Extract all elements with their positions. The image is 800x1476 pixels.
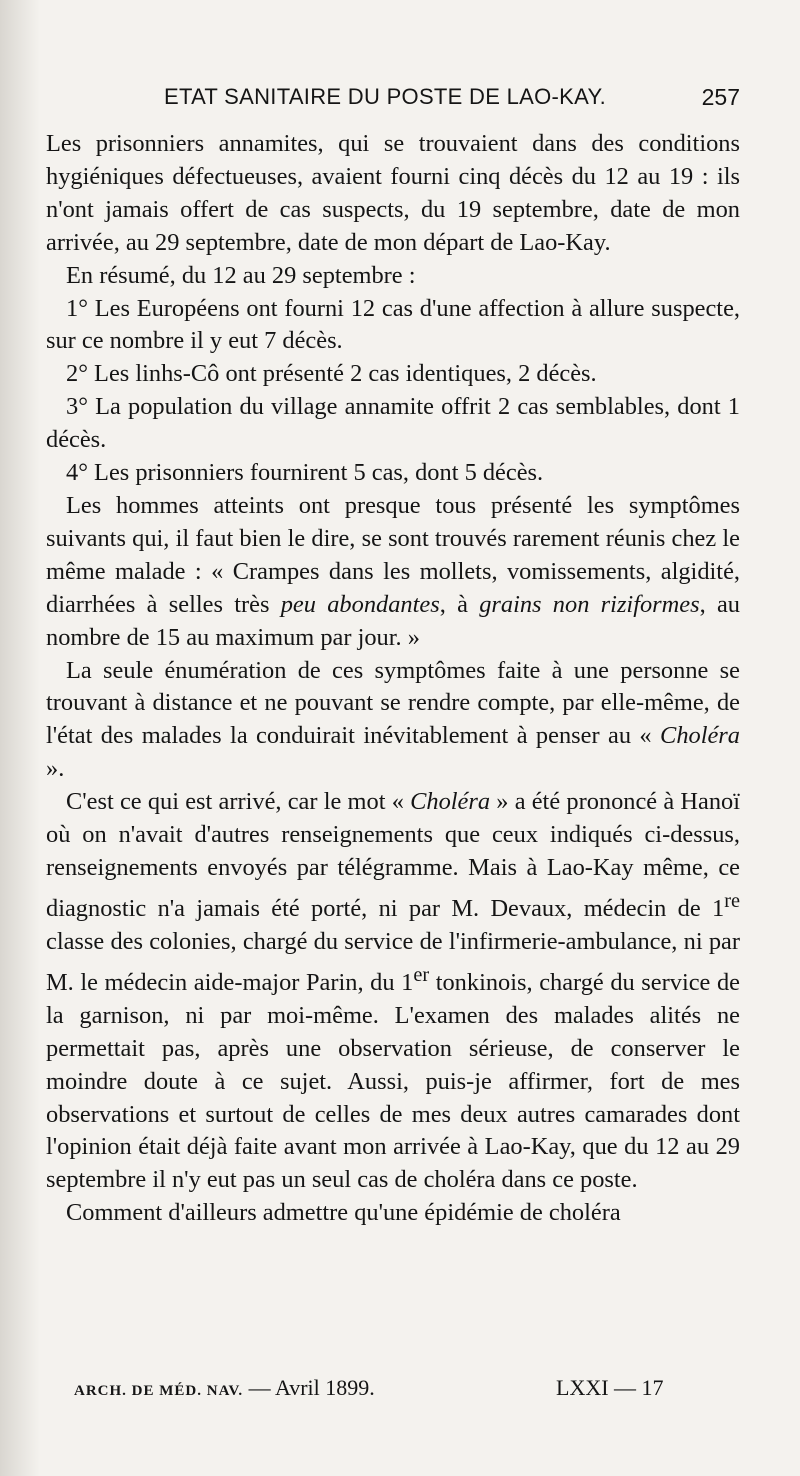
scan-shadow bbox=[0, 0, 40, 1476]
running-header bbox=[46, 84, 740, 114]
journal-abbrev: ARCH. DE MÉD. NAV. bbox=[74, 1383, 244, 1399]
list-item-europeans: 1° Les Européens ont fourni 12 cas d'une affection à allure suspecte, sur ce nombre il y eut 7 décès. bbox=[46, 294, 740, 355]
body-text bbox=[46, 128, 740, 1230]
running-title: ETAT SANITAIRE DU POSTE DE LAO-KAY. bbox=[164, 84, 607, 109]
footer-dash: — bbox=[248, 1375, 271, 1400]
paragraph-enumeration: La seule énumération de ces symptômes faite à une personne se trouvant à distance et ne pouvant se rendre compte, par elle-même, de l'état des malades la conduirait inévitablement à penser au « Choléra ». bbox=[46, 656, 740, 783]
list-item-village: 3° La population du village annamite offrit 2 cas semblables, dont 1 décès. bbox=[46, 393, 740, 454]
page-footer bbox=[74, 1375, 714, 1405]
paragraph-summary: En résumé, du 12 au 29 septembre : bbox=[66, 261, 416, 289]
footer-date: Avril 1899. bbox=[274, 1375, 375, 1400]
signature-mark: LXXI — 17 bbox=[556, 1375, 664, 1400]
paragraph-prisoners: Les prisonniers annamites, qui se trouvaient dans des conditions hygiéniques défectueuses, avaient fourni cinq décès du 12 au 19 : ils n'ont jamais offert de cas suspects, du 19 septembre, date de mon arrivée, au 29 septembre, date de mon départ de Lao-Kay. bbox=[46, 130, 740, 256]
footer-citation bbox=[74, 1375, 375, 1401]
list-item-linhs-co: 2° Les linhs-Cô ont présenté 2 cas identiques, 2 décès. bbox=[66, 360, 597, 388]
paragraph-final: Comment d'ailleurs admettre qu'une épidémie de choléra bbox=[66, 1199, 621, 1227]
paragraph-symptoms: Les hommes atteints ont presque tous présenté les symptômes suivants qui, il faut bien le dire, se sont trouvés rarement réunis chez le même malade : « Crampes dans les mollets, vomissements, algidité, diarrhées à selles très peu abondantes, à grains non riziformes, au nombre de 15 au maximum par jour. » bbox=[46, 491, 741, 651]
list-item-prisoners: 4° Les prisonniers fournirent 5 cas, dont 5 décès. bbox=[66, 459, 544, 487]
page-number: 257 bbox=[701, 84, 740, 110]
paragraph-diagnosis: C'est ce qui est arrivé, car le mot « Choléra » a été prononcé à Hanoï où on n'avait d'autres renseignements que ceux indiqués ci-dessus, renseignements envoyés par télégramme. Mais à Lao-Kay même, ce diagnostic n'a jamais été porté, ni par M. Devaux, médecin de 1re classe des colonies, chargé du service de l'infirmerie-ambulance, ni par M. le médecin aide-major Parin, du 1er tonkinois, chargé du service de la garnison, ni par moi-même. L'examen des malades alités ne permettait pas, après une observation sérieuse, de conserver le moindre doute à ce sujet. Aussi, puis-je affirmer, fort de mes observations et surtout de celles de mes deux autres camarades dont l'opinion était déjà faite avant mon arrivée à Lao-Kay, que du 12 au 29 septembre il n'y eut pas un seul cas de choléra dans ce poste. bbox=[46, 788, 740, 1194]
